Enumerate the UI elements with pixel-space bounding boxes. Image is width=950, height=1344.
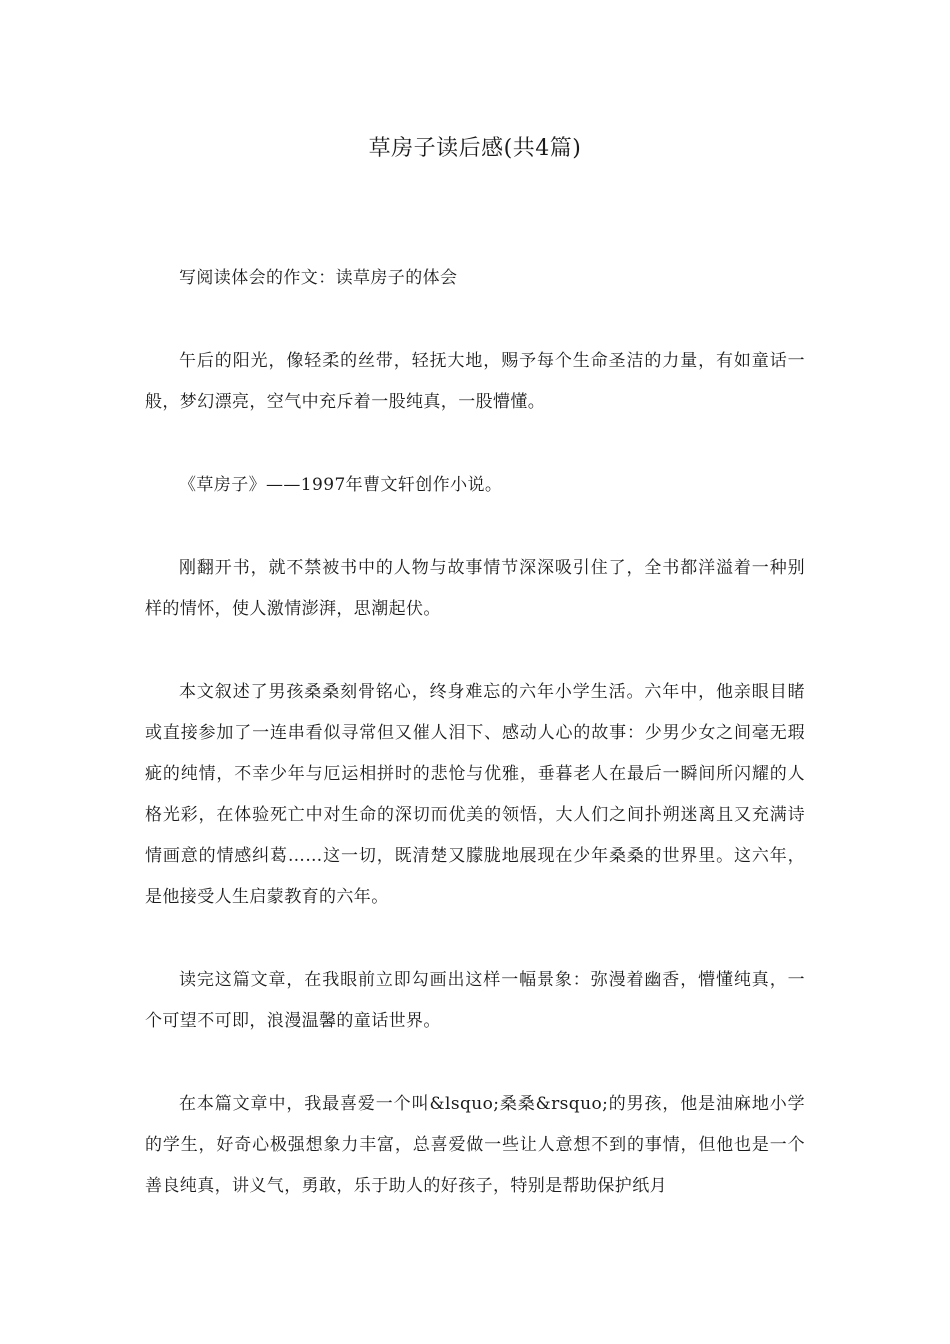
paragraph-4: 刚翻开书，就不禁被书中的人物与故事情节深深吸引住了，全书都洋溢着一种别样的情怀，使人激情澎湃，思潮起伏。	[145, 558, 805, 619]
paragraph-7: 在本篇文章中，我最喜爱一个叫&lsquo;桑桑&rsquo;的男孩，他是油麻地小学的学生，好奇心极强想象力丰富，总喜爱做一些让人意想不到的事情，但他也是一个善良纯真，讲义气，勇敢，乐于助人的好孩子，特别是帮助保护纸月	[145, 1094, 805, 1196]
paragraph-1: 写阅读体会的作文：读草房子的体会	[179, 268, 458, 288]
document-title: 草房子读后感(共4篇)	[368, 136, 582, 161]
document-body	[145, 258, 805, 1249]
paragraph-3: 《草房子》——1997年曹文轩创作小说。	[179, 475, 503, 495]
paragraph-6: 读完这篇文章，在我眼前立即勾画出这样一幅景象：弥漫着幽香，懵懂纯真，一个可望不可即，浪漫温馨的童话世界。	[145, 970, 805, 1031]
paragraph-2: 午后的阳光，像轻柔的丝带，轻抚大地，赐予每个生命圣洁的力量，有如童话一般，梦幻漂亮，空气中充斥着一股纯真，一股懵懂。	[145, 351, 805, 412]
paragraph-5: 本文叙述了男孩桑桑刻骨铭心，终身难忘的六年小学生活。六年中，他亲眼目睹或直接参加了一连串看似寻常但又催人泪下、感动人心的故事：少男少女之间毫无瑕疵的纯情，不幸少年与厄运相拼时的悲怆与优雅，垂暮老人在最后一瞬间所闪耀的人格光彩，在体验死亡中对生命的深切而优美的领悟，大人们之间扑朔迷离且又充满诗情画意的情感纠葛……这一切，既清楚又朦胧地展现在少年桑桑的世界里。这六年，是他接受人生启蒙教育的六年。	[145, 682, 805, 907]
